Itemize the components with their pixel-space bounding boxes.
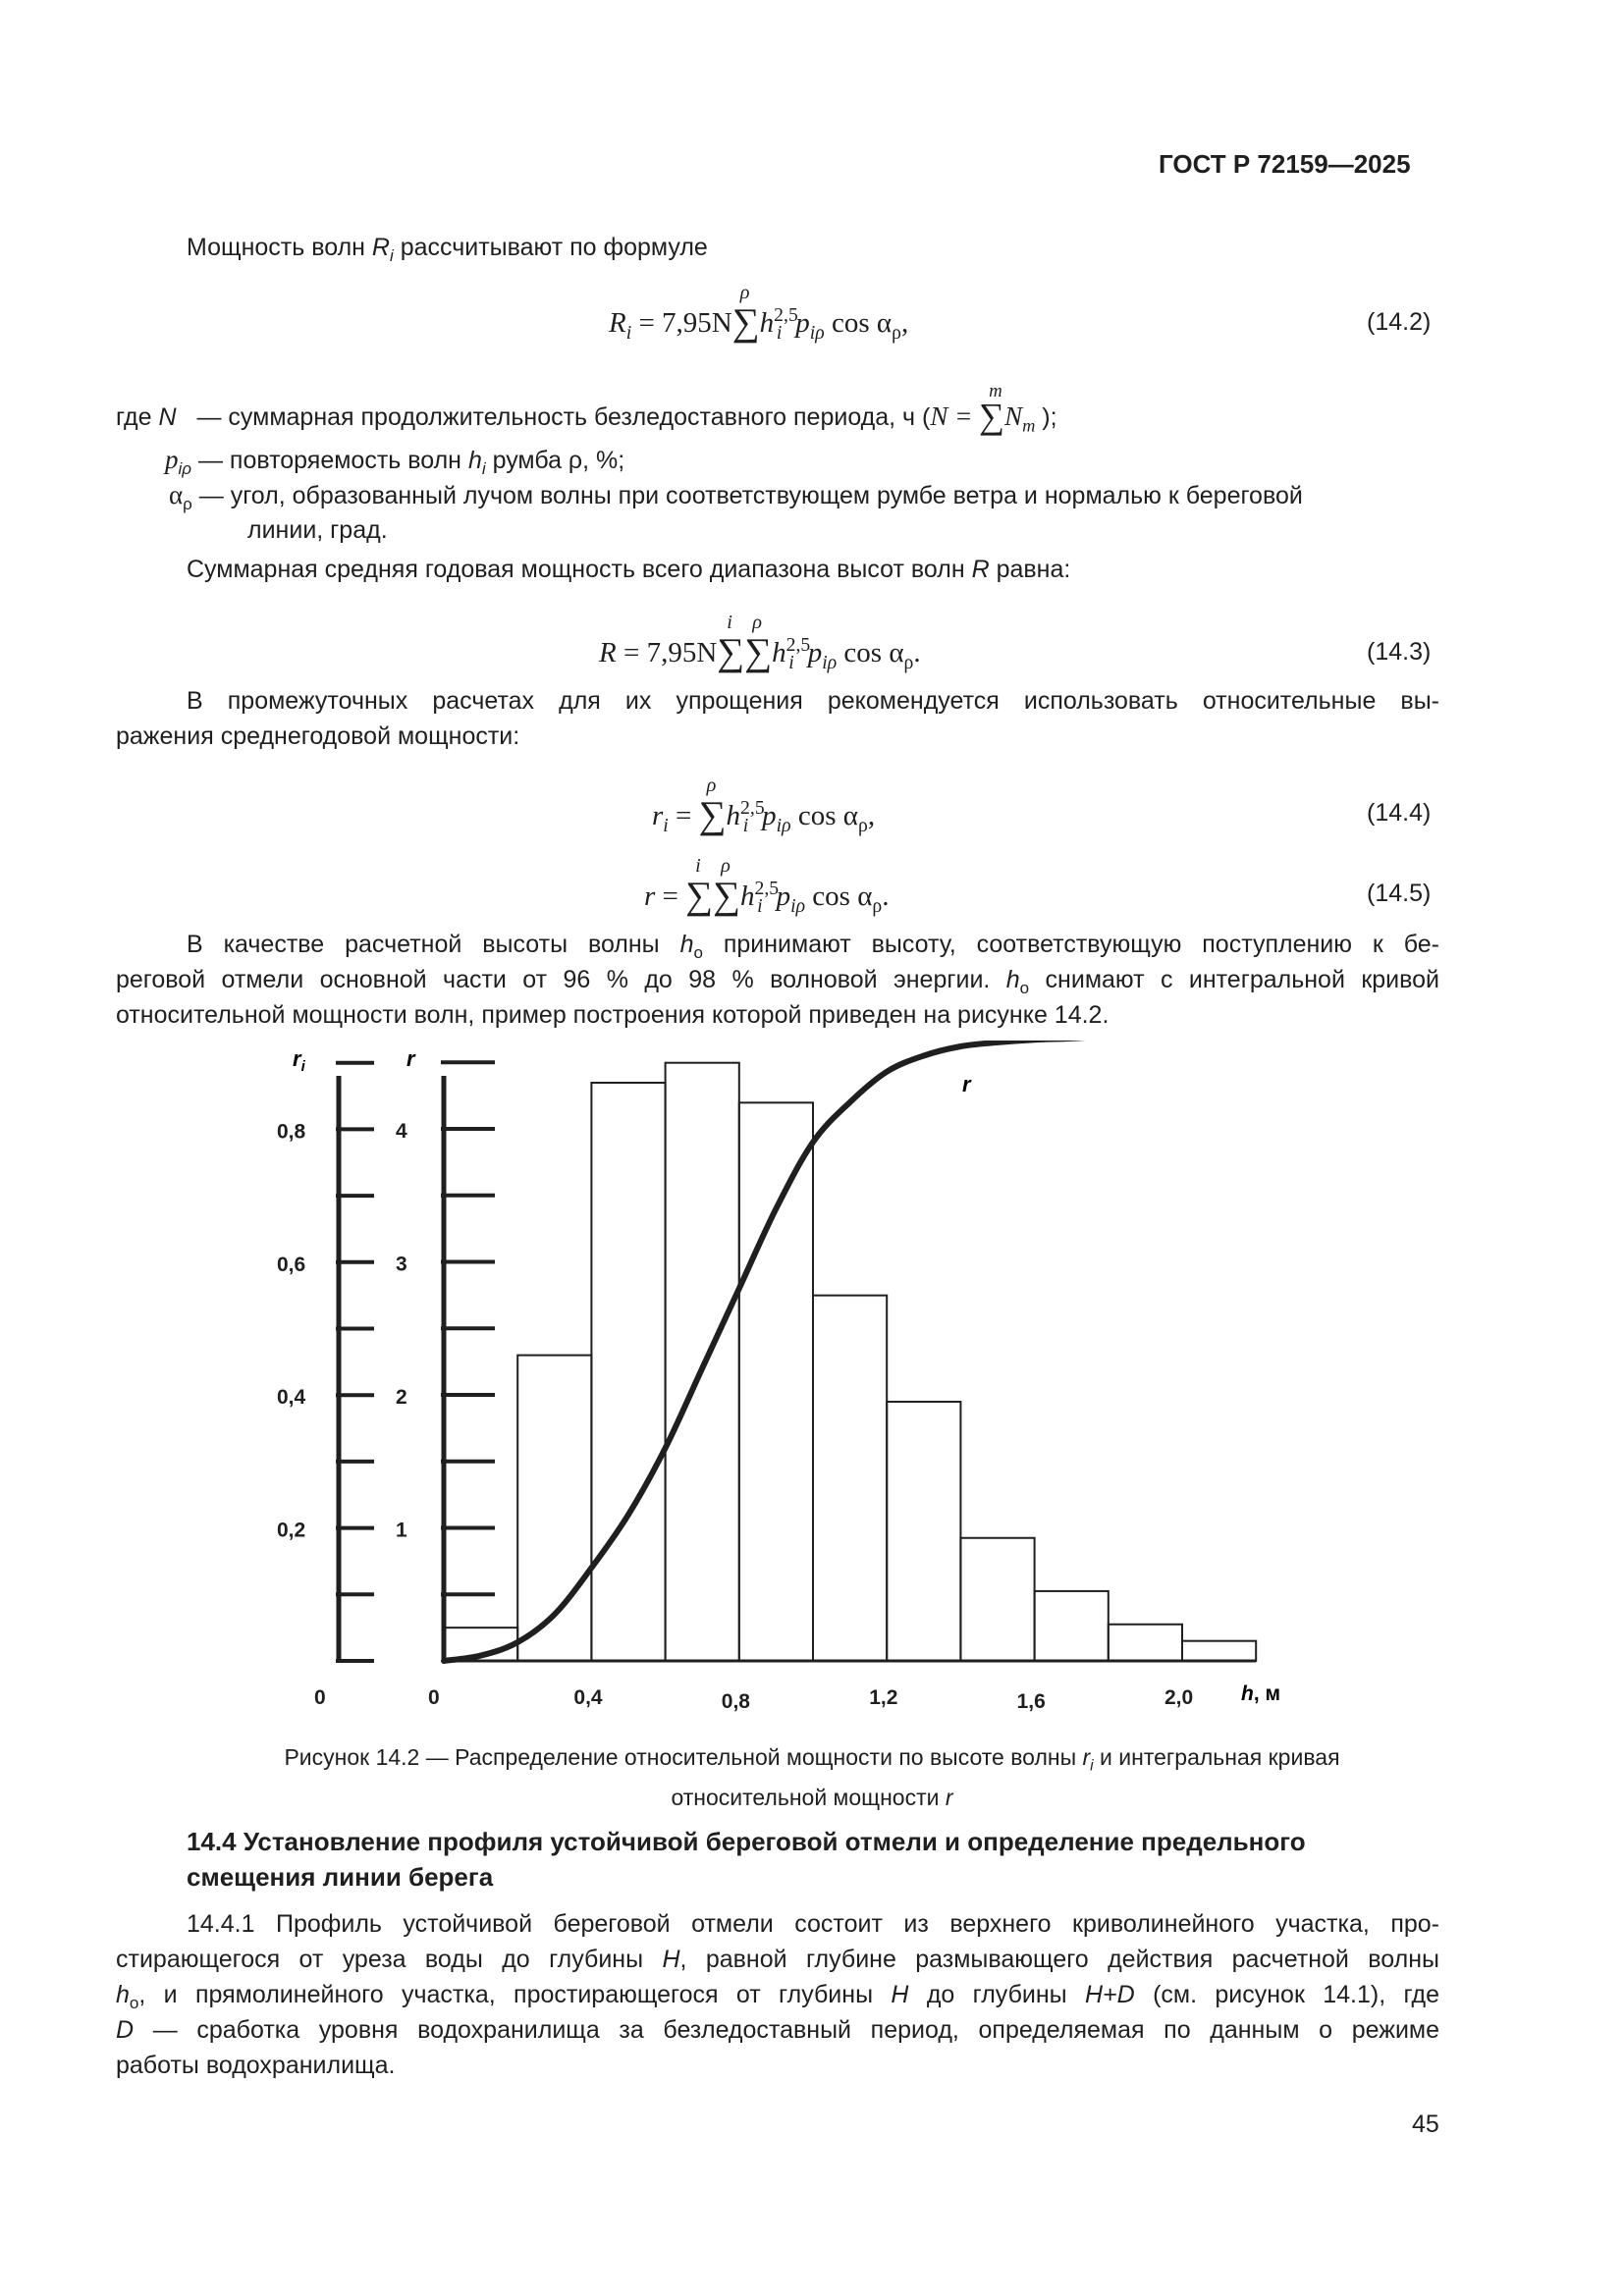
r-tick-label: 4 [396, 1120, 407, 1143]
x-tick-label: 1,6 [1016, 1690, 1046, 1713]
r-axis [396, 1062, 495, 1709]
r-tick-label: 1 [396, 1519, 407, 1542]
x-tick-label: 2,0 [1164, 1686, 1194, 1709]
r-tick-label: 0 [428, 1686, 440, 1709]
para-1441-line5: работы водохранилища. [116, 2052, 396, 2079]
equation-number-14-3: (14.3) [1367, 638, 1432, 666]
histogram-bars [444, 1063, 1256, 1661]
ri-axis [277, 1063, 374, 1709]
x-tick-label: 1,2 [869, 1686, 898, 1709]
r-tick-label: 2 [396, 1386, 407, 1409]
histogram-bar [813, 1296, 887, 1661]
where-N: где N — суммарная продолжительность безледоставного периода, ч (N = m $\sum N_m$ ); [116, 381, 1057, 436]
ri-tick-label: 0,2 [277, 1519, 306, 1542]
equation-14-5: r = i ∑ ρ $\sum h^{2,5}_i$ $p_{i\rho}$ $\cos \alpha_\rho$. [644, 854, 890, 917]
para-relative-line1: В промежуточных расчетах для их упрощения рекомендуется использовать относительные вы- [187, 687, 1439, 715]
curve-label-r: r [962, 1072, 971, 1096]
figure-14-2-chart [255, 1041, 1306, 1728]
r-axis-title: r [406, 1046, 415, 1071]
x-tick-label: 0,4 [573, 1686, 603, 1709]
para-design-line1: В качестве расчетной высоты волны $h_o$ принимают высоту, соответствующую поступлению к бе- [187, 931, 1439, 962]
x-axis-labels [573, 1686, 1193, 1713]
para-design-line2: реговой отмели основной части от 96 % до 98 % волновой энергии. $h_o$ снимают с интегральной кривой [116, 966, 1439, 997]
equation-number-14-2: (14.2) [1367, 308, 1432, 336]
para-1441-line4: D — сработка уровня водохранилища за безледоставный период, определяемая по данным о режиме [116, 2016, 1439, 2044]
para-1441-line3: $h_o$, и прямолинейного участка, простирающегося от глубины H до глубины H+D (см. рисунок 14.1), где [116, 1981, 1439, 2012]
equation-14-2: $R_i = 7,95N$ ρ $\sum h^{2,5}_i$ $p_{i\rho}$ $\cos \alpha_\rho$, [609, 281, 909, 344]
ri-axis-title: $r_i$ [293, 1046, 305, 1075]
para-1441-line1: 14.4.1 Профиль устойчивой береговой отмели состоит из верхнего криволинейного участка, про- [187, 1910, 1439, 1938]
equation-14-3: R = 7,95N i ∑ ρ $\sum h^{2,5}_i$ $p_{i\rho}$ $\cos \alpha_\rho$. [599, 611, 921, 673]
where-p: $p_{i\rho}$ — повторяемость волн $h_i$ румба ρ, %; [165, 445, 625, 478]
ri-tick-label: 0,8 [277, 1120, 306, 1144]
figure-caption: Рисунок 14.2 — Распределение относительной мощности по высоте волны $r_i$ и интегральная кривая относительной мощности r [284, 1744, 1340, 1811]
x-tick-label: 0,8 [721, 1690, 751, 1713]
histogram-bar [591, 1083, 665, 1661]
histogram-bar [739, 1102, 813, 1661]
histogram-bar [1182, 1641, 1256, 1661]
para-1441-line2: стирающегося от уреза воды до глубины H, равной глубине размывающего действия расчетной волны [116, 1946, 1439, 1973]
equation-14-4: $r_i$ = ρ $\sum h^{2,5}_i$ $p_{i\rho}$ $\cos \alpha_\rho$, [652, 774, 876, 836]
ri-tick-label: 0 [314, 1686, 326, 1709]
histogram-bar [1109, 1625, 1182, 1661]
para-design-line3: относительной мощности волн, пример построения которой приведен на рисунке 14.2. [116, 1001, 1110, 1029]
histogram-bar [1035, 1591, 1109, 1661]
document-header: ГОСТ Р 72159—2025 [1159, 149, 1411, 179]
histogram-bar [887, 1402, 960, 1661]
where-alpha: $\alpha_\rho$ — угол, образованный лучом волны при соответствующем румбе ветра и нормалью к береговой [169, 480, 1303, 513]
para-relative-line2: ражения среднегодовой мощности: [116, 722, 520, 750]
histogram-bar [960, 1538, 1034, 1661]
where-alpha-cont: линии, град. [247, 516, 388, 544]
ri-tick-label: 0,6 [277, 1253, 306, 1276]
equation-number-14-5: (14.5) [1367, 880, 1432, 907]
integral-curve-r [444, 1041, 1127, 1661]
r-tick-label: 3 [396, 1253, 407, 1276]
equation-number-14-4: (14.4) [1367, 799, 1432, 827]
para-total-power: Суммарная средняя годовая мощность всего диапазона высот волн R равна: [187, 556, 1071, 583]
section-heading: 14.4 Установление профиля устойчивой береговой отмели и определение предельного смещения линии берега [187, 1827, 1306, 1892]
x-axis-title: h, м [1241, 1682, 1281, 1705]
ri-tick-label: 0,4 [277, 1386, 306, 1410]
para-power-intro: Мощность волн $R_i$ рассчитывают по формуле [187, 234, 708, 265]
page-number: 45 [1412, 2110, 1439, 2138]
